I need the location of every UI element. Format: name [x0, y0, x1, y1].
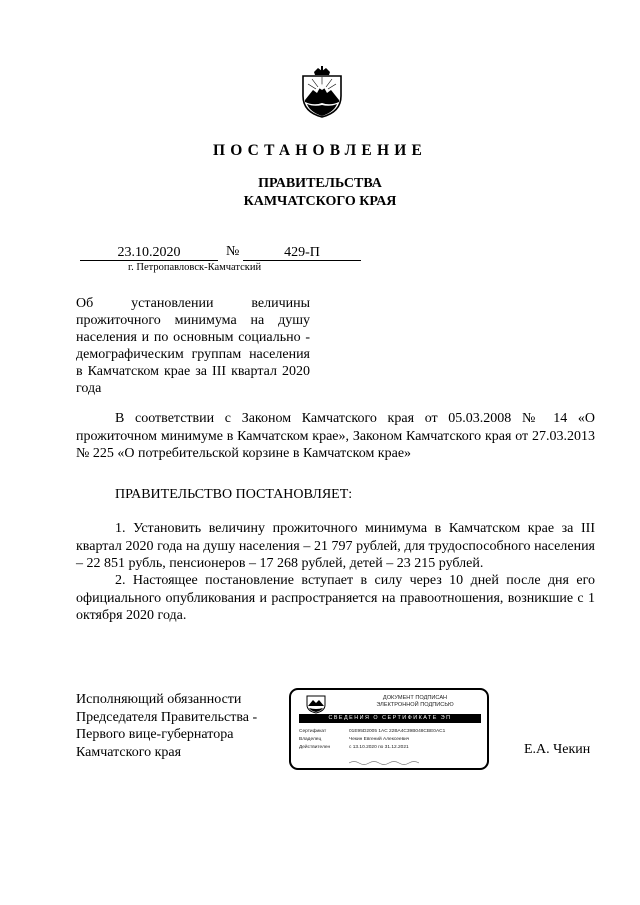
stamp-bar: СВЕДЕНИЯ О СЕРТИФИКАТЕ ЭП	[299, 714, 481, 723]
number-sign: №	[226, 244, 240, 259]
org-line-1: ПРАВИТЕЛЬСТВА	[258, 176, 382, 191]
document-subject: Об установлении величины прожиточного минимума на душу населения и по основным социально - демографическим группам населения в Камчатском крае за III квартал 2020 года	[76, 296, 310, 396]
org-line-2: КАМЧАТСКОГО КРАЯ	[243, 194, 397, 209]
stamp-emblem-icon	[305, 694, 327, 714]
item-1: 1. Установить величину прожиточного минимума в Камчатском крае за III квартал 2020 года на душу населения – 21 797 рублей, для трудоспособного населения – 22 851 рубль, пенсионеров – 17 268 рублей, детей – 23 215 рублей.	[76, 521, 595, 571]
document-number: 429-П	[243, 245, 361, 261]
stamp-valid-row	[299, 745, 409, 751]
stamp-cert-row	[299, 729, 445, 735]
position-line-1: Исполняющий обязанности	[76, 692, 242, 707]
signatory-name: Е.А. Чекин	[524, 742, 591, 757]
document-date: 23.10.2020	[80, 245, 218, 261]
position-line-2: Председателя Правительства -	[76, 709, 258, 725]
cert-value: 01E95D2005 1AC 22BA4C39B048CBE0AC1	[349, 729, 446, 734]
document-type: ПОСТАНОВЛЕНИЕ	[212, 142, 428, 159]
position-line-3: Первого вице-губернатора	[76, 727, 234, 742]
owner-label: Владелец	[299, 737, 322, 742]
electronic-signature-stamp	[289, 688, 489, 770]
valid-label: Действителен	[299, 745, 331, 750]
city: г. Петропавловск-Камчатский	[128, 262, 262, 273]
item-2: 2. Настоящее постановление вступает в силу через 10 дней после дня его официального опубликования и распространяется на правоотношения, возникшие с 1 октября 2020 года.	[76, 573, 595, 623]
stamp-head-1: ДОКУМЕНТ ПОДПИСАН	[382, 695, 448, 701]
stamp-head-2: ЭЛЕКТРОННОЙ ПОДПИСЬЮ	[376, 702, 454, 708]
preamble: В соответствии с Законом Камчатского края от 05.03.2008 № 14 «О прожиточном минимуме в Камчатском крае», Законом Камчатского края от 27.03.2013 № 225 «О потребительской корзине в Камчатском крае»	[76, 411, 595, 461]
kamchatka-coat-of-arms	[300, 66, 344, 118]
stamp-owner-row	[299, 737, 409, 743]
cert-label: Сертификат	[299, 729, 327, 734]
stamp-footer-scribble	[349, 760, 419, 766]
owner-value: Чекин Евгений Алексеевич	[349, 737, 410, 742]
resolves-heading: ПРАВИТЕЛЬСТВО ПОСТАНОВЛЯЕТ:	[115, 487, 353, 502]
valid-value: с 13.10.2020 по 31.12.2021	[349, 745, 409, 750]
signatory-position	[76, 691, 257, 761]
position-line-4: Камчатского края	[76, 744, 182, 760]
